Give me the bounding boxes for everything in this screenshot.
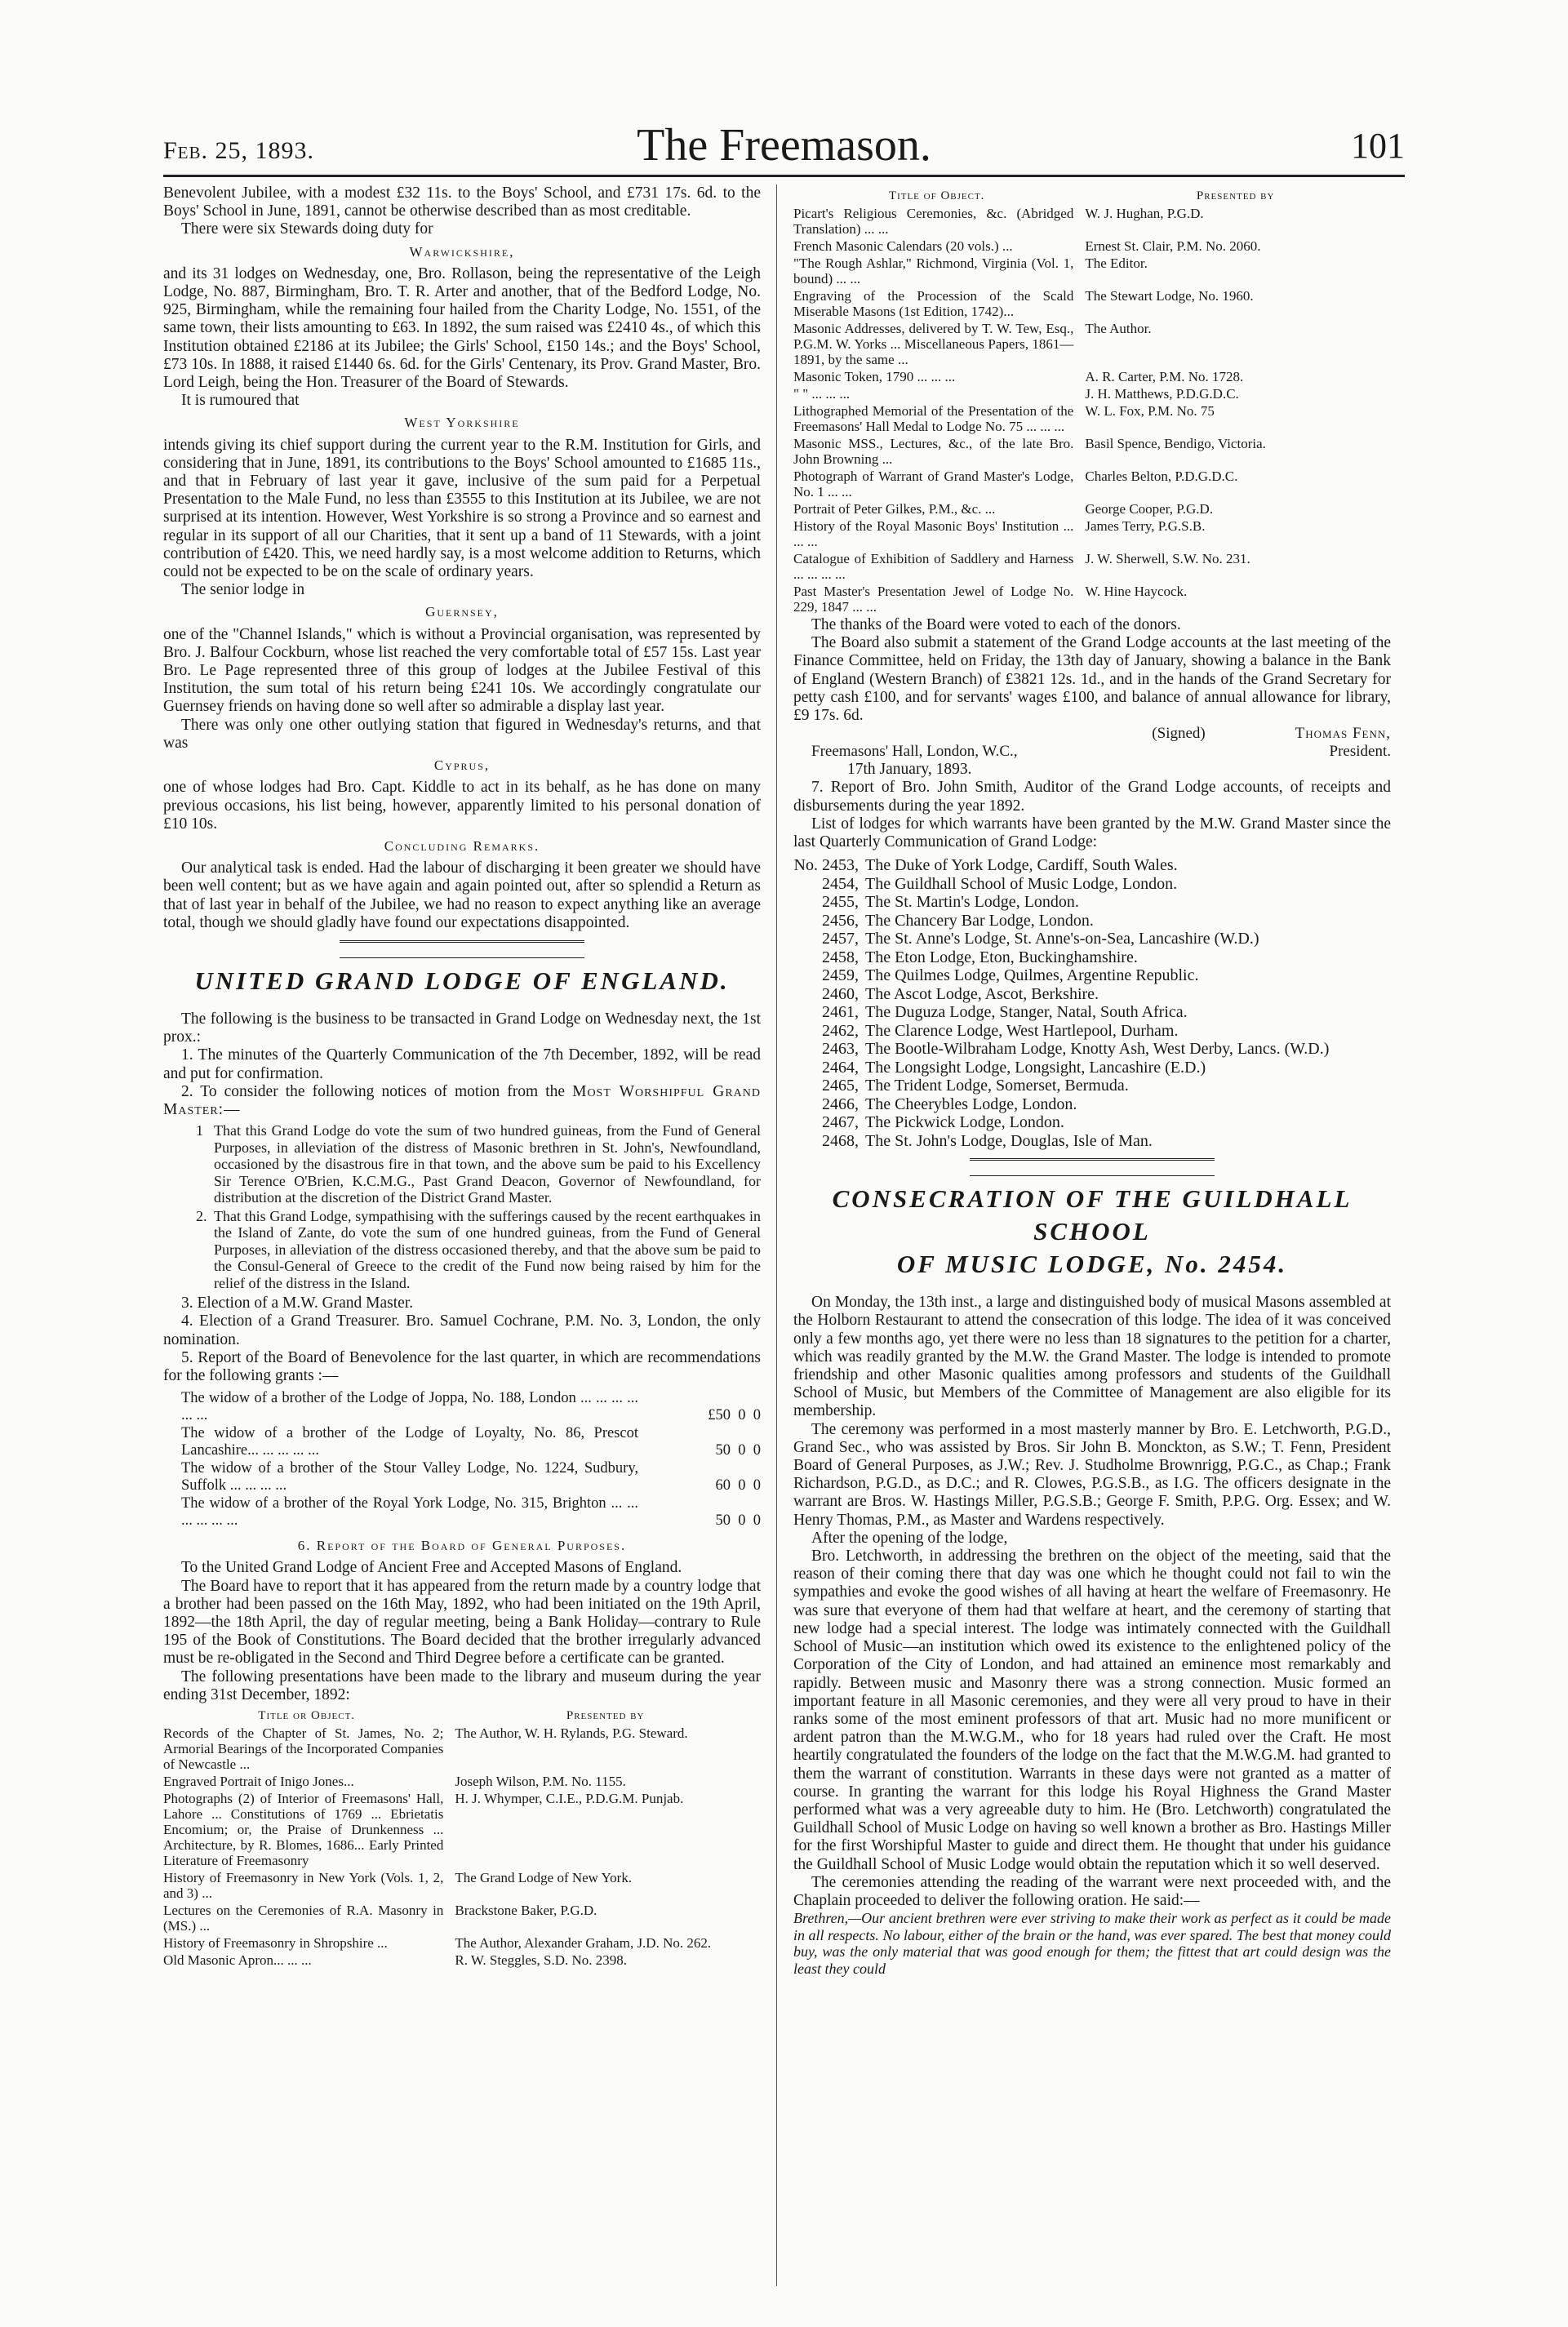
table-row bbox=[793, 469, 1391, 501]
presentation-donor: George Cooper, P.G.D. bbox=[1085, 501, 1214, 517]
grant-description: The widow of a brother of the Stour Valley Lodge, No. 1224, Sudbury, Suffolk ... ... ... ... bbox=[181, 1460, 638, 1494]
grant-description: The widow of a brother of the Lodge of Loyalty, No. 86, Prescot Lancashire... ... ... ... ... bbox=[181, 1425, 638, 1459]
lodge-name: The Duke of York Lodge, Cardiff, South Wales. bbox=[865, 856, 1178, 875]
motion-list bbox=[196, 1122, 761, 1291]
consecration-paragraph-4: Bro. Letchworth, in addressing the brethren on the object of the meeting, said that the reason of their coming there that day was one which he thought could not fail to win the sympathies and evoke the good wishes of all having at heart the welfare of Freemasonry. He was sure that everyone of them had that welfare at heart, and the ceremony of starting that new lodge had a special interest. The lodge was intimately connected with the Guildhall School of Music—an institution which owed its existence to the enlightened policy of the Corporation of the City of London, and had attained an eminence most remarkably and rapidly. Between music and Masonry there was a strong connection. Music formed an important feature in all Masonic ceremonies, and they were all very proud to have in their ranks some of the most eminent professors of that art. Music had no more munificent or ardent patron than the M.W.G.M., who for 18 years had ruled over the Craft. He most heartily congratulated the founders of the lodge on the fact that the M.W.G.M. had granted to them the warrant of constitution. Warrants in these days were not granted as a matter of course. In granting the warrant for this lodge his Royal Highness the Grand Master performed what was a very agreeable duty to him. He (Bro. Letchworth) congratulated the Guildhall School of Music Lodge on having so well known a brother as Bro. Hastings Miller for the first Worshipful Master to guide and direct them. He thought that under his guidance the Guildhall School of Music Lodge would obtain the reputation which it so well deserved. bbox=[793, 1548, 1391, 1873]
consecration-heading-line-1: CONSECRATION OF THE GUILDHALL SCHOOL bbox=[832, 1184, 1353, 1246]
presentation-donor: Joseph Wilson, P.M. No. 1155. bbox=[455, 1773, 626, 1789]
item-7: 7. Report of Bro. John Smith, Auditor of the Grand Lodge accounts, of receipts and disbursements during the year 1892. bbox=[793, 779, 1391, 815]
table-header-row bbox=[163, 1708, 761, 1725]
item-2-grand-master: Most Worshipful Grand Master:— bbox=[163, 1082, 761, 1118]
concluding-paragraph: Our analytical task is ended. Had the labour of discharging it been greater we should have been well content; but as we have again and again pointed out, after so splendid a Return as that of last year in behalf of the Jubilee, we had no reason to expect anything like an average total, though we should gladly have found our expectations disappointed. bbox=[163, 859, 761, 931]
rumoured-line: It is rumoured that bbox=[181, 392, 300, 410]
right-column bbox=[793, 184, 1391, 2286]
presentation-donor: Charles Belton, P.D.G.D.C. bbox=[1085, 469, 1238, 484]
warrant-lodge-list bbox=[793, 856, 1391, 1150]
table-row bbox=[793, 501, 1391, 518]
left-column bbox=[163, 184, 761, 2286]
list-item bbox=[793, 930, 1391, 948]
motion-number: 1 bbox=[196, 1122, 203, 1139]
cyprus-caption: Cyprus, bbox=[433, 757, 491, 774]
table-row bbox=[793, 518, 1391, 551]
presentation-title: Lectures on the Ceremonies of R.A. Masonry in (MS.) ... bbox=[163, 1902, 444, 1934]
presentation-donor: R. W. Steggles, S.D. No. 2398. bbox=[455, 1952, 627, 1968]
presentation-donor: A. R. Carter, P.M. No. 1728. bbox=[1085, 369, 1244, 384]
grant-amount: 50 0 0 bbox=[715, 1441, 761, 1459]
section-ornament bbox=[970, 1158, 1215, 1176]
presentation-donor: J. H. Matthews, P.D.G.D.C. bbox=[1085, 386, 1239, 402]
hall-address: Freemasons' Hall, London, W.C., bbox=[811, 743, 1018, 761]
table-row bbox=[793, 255, 1391, 288]
lodge-name: The Clarence Lodge, West Hartlepool, Durham. bbox=[865, 1021, 1179, 1040]
presentation-donor: James Terry, P.G.S.B. bbox=[1085, 518, 1206, 534]
lodge-number: 2467, bbox=[822, 1113, 859, 1132]
table-row bbox=[163, 1952, 761, 1970]
table-row bbox=[793, 551, 1391, 584]
table-row bbox=[793, 436, 1391, 469]
lodge-number: 2454, bbox=[822, 874, 859, 893]
warrants-intro: List of lodges for which warrants have been granted by the M.W. Grand Master since the last Quarterly Communication of Grand Lodge: bbox=[793, 815, 1391, 851]
board-accounts-paragraph: The Board also submit a statement of the Grand Lodge accounts at the last meeting of the Finance Committee, held on Friday, the 13th day of January, showing a balance in the Bank of England (Western Branch) of £3821 12s. 1d., and in the hands of the Grand Secretary for petty cash £100, and for servants' wages £100, and balance of annual allowance for library, £9 17s. 6d. bbox=[793, 634, 1391, 725]
west-yorkshire-caption: West Yorkshire bbox=[404, 415, 520, 431]
lodge-number: 2461, bbox=[822, 1003, 859, 1022]
presentation-donor: W. Hine Haycock. bbox=[1085, 584, 1188, 599]
list-item bbox=[793, 1132, 1391, 1151]
consecration-heading-line-2: OF MUSIC LODGE, No. 2454. bbox=[896, 1250, 1288, 1279]
grant-amount: 50 0 0 bbox=[715, 1512, 761, 1529]
table-row bbox=[793, 584, 1391, 616]
lodge-name: The St. John's Lodge, Douglas, Isle of Man. bbox=[865, 1131, 1153, 1150]
item-3: 3. Election of a M.W. Grand Master. bbox=[181, 1295, 414, 1312]
presentation-title: "The Rough Ashlar," Richmond, Virginia (Vol. 1, bound) ... ... bbox=[793, 255, 1074, 286]
lodge-number: 2458, bbox=[822, 948, 859, 966]
lodge-number: 2462, bbox=[822, 1021, 859, 1040]
consecration-paragraph-5: The ceremonies attending the reading of the warrant were next proceeded with, and the Chaplain proceeded to deliver the following oration. He said:— bbox=[793, 1873, 1391, 1909]
column-header-presented: Presented by bbox=[566, 1708, 645, 1722]
item-2-text: 2. To consider the following notices of motion from the bbox=[181, 1082, 566, 1100]
grant-amount: 60 0 0 bbox=[715, 1477, 761, 1494]
section-ornament bbox=[340, 940, 584, 958]
list-item bbox=[793, 1077, 1391, 1095]
signature-block bbox=[793, 725, 1391, 743]
list-item bbox=[793, 1022, 1391, 1041]
table-row bbox=[163, 1725, 761, 1774]
table-row bbox=[793, 288, 1391, 321]
consecration-heading bbox=[793, 1183, 1391, 1281]
lodge-name: The St. Martin's Lodge, London. bbox=[865, 893, 1079, 912]
table-row bbox=[793, 369, 1391, 386]
grant-row bbox=[181, 1390, 761, 1423]
page-number: 101 bbox=[1351, 126, 1405, 166]
lodge-number: 2459, bbox=[822, 966, 859, 985]
item-4: 4. Election of a Grand Treasurer. Bro. Samuel Cochrane, P.M. No. 3, London, the only nomination. bbox=[163, 1312, 761, 1348]
presentation-donor: W. L. Fox, P.M. No. 75 bbox=[1085, 403, 1215, 419]
header-rule bbox=[163, 175, 1405, 177]
lodge-number: 2456, bbox=[822, 911, 859, 930]
table-row bbox=[793, 238, 1391, 255]
presentation-donor: The Author. bbox=[1085, 321, 1152, 336]
lodge-number: 2457, bbox=[822, 930, 859, 948]
ugl-intro: The following is the business to be transacted in Grand Lodge on Wednesday next, the 1st prox.: bbox=[163, 1010, 761, 1046]
presentation-title: Masonic Token, 1790 ... ... ... bbox=[793, 369, 956, 384]
presentation-donor: J. W. Sherwell, S.W. No. 231. bbox=[1085, 551, 1250, 566]
presentation-donor: Basil Spence, Bendigo, Victoria. bbox=[1085, 436, 1266, 451]
motion-item bbox=[196, 1122, 761, 1206]
item-6-presentations-intro: The following presentations have been made to the library and museum during the year ending 31st December, 1892: bbox=[163, 1668, 761, 1703]
item-6-paragraph: The Board have to report that it has appeared from the return made by a country lodge that a brother had been passed on the 16th May, 1892, who had been initiated on the 19th April, 1892—the 18th April, the day of regular meeting, being a Bank Holiday—contrary to Rule 195 of the Book of Constitutions. The Board decided that the brother irregularly advanced must be re-obligated in the Second and Third Degree before a certificate can be granted. bbox=[163, 1577, 761, 1668]
presentation-donor: Brackstone Baker, P.G.D. bbox=[455, 1902, 597, 1918]
table-row bbox=[163, 1791, 761, 1870]
lodge-name: The Longsight Lodge, Longsight, Lancashire (E.D.) bbox=[865, 1058, 1206, 1077]
presentation-title: Old Masonic Apron... ... ... bbox=[163, 1952, 312, 1968]
item-6-address: To the United Grand Lodge of Ancient Free and Accepted Masons of England. bbox=[181, 1559, 682, 1577]
lodge-name: The Quilmes Lodge, Quilmes, Argentine Republic. bbox=[865, 966, 1199, 985]
signature-date: 17th January, 1893. bbox=[847, 761, 972, 779]
signer-name: Thomas Fenn, bbox=[1295, 725, 1391, 743]
presentation-donor: The Author, Alexander Graham, J.D. No. 262. bbox=[455, 1934, 712, 1951]
list-item bbox=[793, 1113, 1391, 1132]
list-item bbox=[793, 1059, 1391, 1077]
lodge-number: 2464, bbox=[822, 1058, 859, 1077]
lodge-name: The Chancery Bar Lodge, London. bbox=[865, 911, 1094, 930]
lodge-name: The Duguza Lodge, Stanger, Natal, South Africa. bbox=[865, 1003, 1188, 1022]
lodge-name: The St. Anne's Lodge, St. Anne's-on-Sea, Lancashire (W.D.) bbox=[865, 930, 1259, 948]
table-row bbox=[163, 1903, 761, 1935]
senior-lodge-line: The senior lodge in bbox=[181, 581, 305, 599]
grant-row bbox=[181, 1460, 761, 1494]
table-row bbox=[793, 386, 1391, 403]
presentation-donor: Ernest St. Clair, P.M. No. 2060. bbox=[1085, 238, 1261, 254]
column-header-presented: Presented by bbox=[1196, 189, 1275, 202]
presentation-title: History of Freemasonry in New York (Vols. 1, 2, and 3) ... bbox=[163, 1869, 444, 1901]
presentation-donor: W. J. Hughan, P.G.D. bbox=[1085, 206, 1204, 221]
item-6-caption: 6. Report of the Board of General Purposes. bbox=[297, 1538, 627, 1554]
guernsey-paragraph: one of the "Channel Islands," which is without a Provincial organisation, was represented by Bro. J. Balfour Cockburn, whose list reached the very comfortable total of £57 15s. Last year Bro. Le Page represented three of this group of lodges at the Jubilee Festival of this Institution, the sum total of his return being £241 10s. We accordingly congratulate our Guernsey friends on having done so well after so admirable a display last year. bbox=[163, 625, 761, 716]
presentation-title: History of Freemasonry in Shropshire ... bbox=[163, 1934, 388, 1951]
presentation-title: Engraving of the Procession of the Scald Miserable Masons (1st Edition, 1742)... bbox=[793, 288, 1074, 319]
outlying-line: There was only one other outlying station that figured in Wednesday's returns, and that was bbox=[163, 716, 761, 752]
consecration-paragraph-1: On Monday, the 13th inst., a large and distinguished body of musical Masons assembled at the Holborn Restaurant to attend the consecration of this lodge. The idea of it was conceived only a few months ago, yet there were no less than 18 signatures to the petition for a charter, which was readily granted by the M.W. the Grand Master. The lodge is intended to promote friendship and other Masonic qualities among professors and students of the Guildhall School of Music, but Members of the Committee of Management are also eligible for its membership. bbox=[793, 1294, 1391, 1420]
stewards-line: There were six Stewards doing duty for bbox=[181, 220, 433, 238]
list-item bbox=[793, 985, 1391, 1004]
lodge-number: 2460, bbox=[822, 984, 859, 1003]
presentation-title: Records of the Chapter of St. James, No. 2; Armorial Bearings of the Incorporated Companies of Newcastle ... bbox=[163, 1725, 444, 1772]
intro-paragraph: Benevolent Jubilee, with a modest £32 11s. to the Boys' School, and £731 17s. 6d. to the Boys' School in June, 1891, cannot be otherwise described than as most creditable. bbox=[163, 184, 761, 220]
guernsey-caption: Guernsey, bbox=[425, 604, 499, 620]
west-yorkshire-paragraph: intends giving its chief support during the current year to the R.M. Institution for Girls, and considering that in June, 1891, its contributions to the Boys' School amounted to £1685 11s., and that in February of last year it gave, inclusive of the sum paid for a Perpetual Presentation to the Male Fund, no less than £3555 to this Institution at its Jubilee, we are not surprised at its intention. However, West Yorkshire is so strong a Province and so earnest and regular in its support of all our Charities, that it sent up a band of 11 Stewards, with a joint contribution of £420. This, we need hardly say, is a most welcome addition to Returns, which could not be expected to be on the scale of ordinary years. bbox=[163, 436, 761, 581]
presentation-title: Past Master's Presentation Jewel of Lodge No. 229, 1847 ... ... bbox=[793, 584, 1074, 615]
motion-number: 2. bbox=[196, 1207, 207, 1224]
presentation-title: History of the Royal Masonic Boys' Institution ... ... ... bbox=[793, 518, 1074, 549]
column-header-title: Title or Object. bbox=[258, 1708, 356, 1722]
presentation-title: Masonic Addresses, delivered by T. W. Tew, Esq., P.G.M. W. Yorks ... Miscellaneous Papers, 1861—1891, by the same ... bbox=[793, 321, 1074, 367]
lodge-name: The Guildhall School of Music Lodge, London. bbox=[865, 874, 1178, 893]
concluding-caption: Concluding Remarks. bbox=[384, 837, 540, 854]
lodge-number: 2465, bbox=[822, 1077, 859, 1095]
list-item bbox=[793, 1003, 1391, 1022]
motion-item bbox=[196, 1208, 761, 1292]
list-item bbox=[793, 1040, 1391, 1059]
table-row bbox=[793, 206, 1391, 238]
presentation-title: Photograph of Warrant of Grand Master's Lodge, No. 1 ... ... bbox=[793, 469, 1074, 500]
grant-description: The widow of a brother of the Royal York Lodge, No. 315, Brighton ... ... ... ... ... ... bbox=[181, 1495, 638, 1529]
warwickshire-caption: Warwickshire, bbox=[409, 243, 515, 260]
table-row bbox=[163, 1774, 761, 1791]
grant-amount: £50 0 0 bbox=[708, 1406, 761, 1423]
presentation-donor: The Grand Lodge of New York. bbox=[455, 1869, 633, 1885]
presentation-title: " " ... ... ... bbox=[793, 386, 851, 402]
column-divider bbox=[776, 184, 777, 2286]
table-header-row bbox=[793, 188, 1391, 206]
cyprus-paragraph: one of whose lodges had Bro. Capt. Kiddle to act in its behalf, as he has done on many previous occasions, his list being, however, apparently limited to his personal donation of £10 10s. bbox=[163, 779, 761, 833]
item-5: 5. Report of the Board of Benevolence for the last quarter, in which are recommendations for the following grants :— bbox=[163, 1348, 761, 1384]
item-1: 1. The minutes of the Quarterly Communication of the 7th December, 1892, will be read and put for confirmation. bbox=[163, 1046, 761, 1082]
lodge-number: No. 2453, bbox=[793, 856, 859, 875]
table-row bbox=[163, 1935, 761, 1952]
presentation-donor: The Editor. bbox=[1085, 255, 1148, 271]
motion-text: That this Grand Lodge do vote the sum of two hundred guineas, from the Fund of General Purposes, in alleviation of the distress of Masonic brethren in St. John's, Newfoundland, occasioned by the disastrous fire in that town, and the above sum be paid to his Excellency Sir Terence O'Brien, K.C.M.G., Past Grand Deacon, Governor of Newfoundland, for distribution at the discretion of the District Grand Master. bbox=[214, 1122, 761, 1206]
signature-location bbox=[793, 743, 1391, 761]
list-item bbox=[793, 966, 1391, 985]
presentation-donor: The Author, W. H. Rylands, P.G. Steward. bbox=[455, 1725, 688, 1741]
presentation-title: Catalogue of Exhibition of Saddlery and Harness ... ... ... ... bbox=[793, 551, 1074, 582]
presentation-title: Photographs (2) of Interior of Freemasons' Hall, Lahore ... Constitutions of 1769 ... Ebrietatis Encomium; or, the Praise of Drunkenness ... Architecture, by R. Blomes, 1686... Early Printed Literature of Freemasonry bbox=[163, 1790, 444, 1868]
table-row bbox=[793, 321, 1391, 369]
ugl-heading: UNITED GRAND LODGE OF ENGLAND. bbox=[194, 966, 730, 995]
item-2 bbox=[163, 1083, 761, 1119]
list-item bbox=[793, 948, 1391, 967]
page-header bbox=[163, 114, 1405, 171]
table-row bbox=[793, 403, 1391, 436]
lodge-name: The Cheerybles Lodge, London. bbox=[865, 1095, 1077, 1113]
signer-title: President. bbox=[1329, 743, 1391, 761]
consecration-paragraph-2: The ceremony was performed in a most masterly manner by Bro. E. Letchworth, P.G.D., Grand Sec., who was assisted by Bros. Sir John B. Monckton, as S.W.; T. Fenn, President Board of General Purposes, as J.W.; Rev. J. Studholme Brownrigg, P.G.C., as Chap.; Frank Richardson, P.G.D., as D.C.; and R. Clowes, P.G.S.B., as I.G. The officers designate in the warrant are Bros. W. Hastings Miller, P.G.S.B.; George F. Smith, P.P.G. Org. Essex; and W. Henry Thomas, P.M., as Master and Wardens respectively. bbox=[793, 1420, 1391, 1529]
presentation-title: Picart's Religious Ceremonies, &c. (Abridged Translation) ... ... bbox=[793, 206, 1074, 237]
presentation-donor: The Stewart Lodge, No. 1960. bbox=[1085, 288, 1254, 304]
list-item bbox=[793, 893, 1391, 912]
presentation-title: Lithographed Memorial of the Presentation of the Freemasons' Hall Medal to Lodge No. 75 ... ... ... bbox=[793, 403, 1074, 434]
consecration-paragraph-3: After the opening of the lodge, bbox=[811, 1529, 1008, 1547]
oration-text: Brethren,—Our ancient brethren were ever striving to make their work as perfect as it could be made in all respects. No labour, either of the brain or the hand, was ever spared. The best that money could buy, was the only material that was good enough for them; the fittest that art could design was the least they could bbox=[793, 1910, 1391, 1977]
grant-row bbox=[181, 1495, 761, 1529]
grants-list bbox=[181, 1390, 761, 1529]
list-item bbox=[793, 856, 1391, 875]
table-row bbox=[163, 1870, 761, 1903]
grant-row bbox=[181, 1425, 761, 1459]
presentation-donor: H. J. Whymper, C.I.E., P.D.G.M. Punjab. bbox=[455, 1790, 684, 1806]
lodge-name: The Trident Lodge, Somerset, Bermuda. bbox=[865, 1077, 1129, 1095]
list-item bbox=[793, 1095, 1391, 1114]
masthead-title: The Freemason. bbox=[637, 120, 931, 171]
thanks-line: The thanks of the Board were voted to each of the donors. bbox=[811, 616, 1181, 633]
list-item bbox=[793, 875, 1391, 894]
list-item bbox=[793, 912, 1391, 930]
presentations-table bbox=[163, 1708, 761, 1970]
lodge-name: The Pickwick Lodge, London. bbox=[865, 1113, 1064, 1132]
lodge-number: 2468, bbox=[822, 1131, 859, 1150]
lodge-number: 2463, bbox=[822, 1040, 859, 1059]
lodge-name: The Ascot Lodge, Ascot, Berkshire. bbox=[865, 984, 1099, 1003]
lodge-name: The Eton Lodge, Eton, Buckinghamshire. bbox=[865, 948, 1138, 966]
signed-label: (Signed) bbox=[1152, 725, 1206, 743]
lodge-name: The Bootle-Wilbraham Lodge, Knotty Ash, West Derby, Lancs. (W.D.) bbox=[865, 1040, 1330, 1059]
lodge-number: 2466, bbox=[822, 1095, 859, 1113]
presentation-title: French Masonic Calendars (20 vols.) ... bbox=[793, 238, 1013, 254]
motion-text: That this Grand Lodge, sympathising with the sufferings caused by the recent earthquakes in the Island of Zante, do vote the sum of one hundred guineas, from the Fund of General Purposes, in alleviation of the distress occasioned thereby, and that the above sum be paid to the Consul-General of Greece to the credit of the Fund now being raised by him for the relief of the distress in the Island. bbox=[214, 1207, 761, 1291]
presentations-table-continued bbox=[793, 188, 1391, 616]
issue-date: Feb. 25, 1893. bbox=[163, 137, 315, 164]
presentation-title: Masonic MSS., Lectures, &c., of the late Bro. John Browning ... bbox=[793, 436, 1074, 467]
column-header-title: Title of Object. bbox=[888, 189, 985, 202]
presentation-title: Engraved Portrait of Inigo Jones... bbox=[163, 1773, 354, 1789]
lodge-number: 2455, bbox=[822, 893, 859, 912]
presentation-title: Portrait of Peter Gilkes, P.M., &c. ... bbox=[793, 501, 996, 517]
grant-description: The widow of a brother of the Lodge of Joppa, No. 188, London ... ... ... ... ... ... bbox=[181, 1390, 638, 1423]
warwickshire-paragraph: and its 31 lodges on Wednesday, one, Bro. Rollason, being the representative of the Leigh Lodge, No. 887, Birmingham, Bro. T. R. Arter and another, that of the Bedford Lodge, No. 925, Birmingham, while the remaining four hailed from the Charity Lodge, No. 1551, of the same town, their lists amounting to £63. In 1892, the sum raised was £2410 4s., of which this Institution obtained £2186 at its Jubilee; the Girls' School, £150 14s.; and the Boys' School, £73 10s. In 1888, it raised £1440 6s. 6d. for the Girls' Centenary, its Prov. Grand Master, Bro. Lord Leigh, being the Hon. Treasurer of the Board of Stewards. bbox=[163, 264, 761, 392]
